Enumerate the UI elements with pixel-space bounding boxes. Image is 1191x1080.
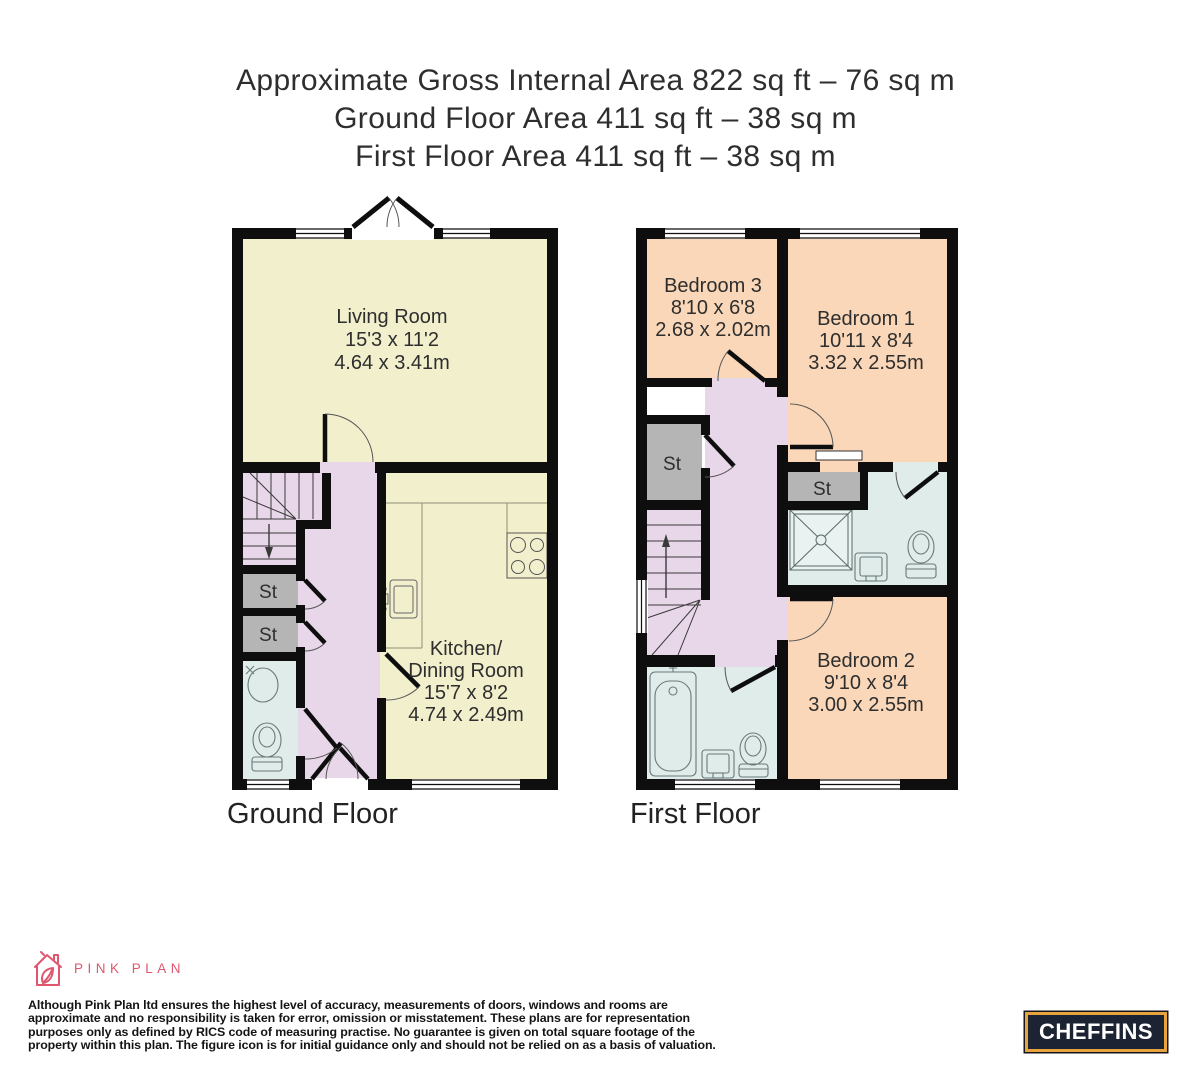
cheffins-logo-text: CHEFFINS xyxy=(1039,1019,1153,1044)
bedroom1-size-metric: 3.32 x 2.55m xyxy=(808,352,924,374)
first-floor-plan xyxy=(628,190,965,802)
ground-floor-plan xyxy=(225,190,570,802)
disclaimer-line-3: purposes only as defined by RICS code of measuring practise. No guarantee is given on total square footage of the xyxy=(28,1024,695,1039)
gf-storage2-label: St xyxy=(259,625,277,646)
bedroom3-size-metric: 2.68 x 2.02m xyxy=(655,319,771,341)
wc-area xyxy=(243,661,298,779)
kitchen-label-1: Kitchen/ xyxy=(429,638,503,660)
disclaimer-line-1: Although Pink Plan ltd ensures the highest level of accuracy, measurements of doors, windows and rooms are xyxy=(28,998,668,1012)
bedroom3-label: Bedroom 3 xyxy=(664,275,762,297)
shower-icon xyxy=(790,510,852,570)
living-room-size-metric: 4.64 x 3.41m xyxy=(334,352,450,374)
landing-area xyxy=(705,383,782,657)
bedroom2-size-imperial: 9'10 x 8'4 xyxy=(823,672,909,694)
title-line-1: Approximate Gross Internal Area 822 sq ft – 76 sq m xyxy=(235,64,956,97)
pink-plan-brand-name: PINK PLAN xyxy=(74,961,186,976)
gf-storage1-label: St xyxy=(259,582,277,603)
kitchen-size-metric: 4.74 x 2.49m xyxy=(408,704,524,726)
cheffins-logo xyxy=(1025,1012,1167,1052)
ground-floor-label: Ground Floor xyxy=(227,798,398,830)
living-room-label: Living Room xyxy=(336,306,448,328)
entrance-french-doors xyxy=(353,198,433,227)
page-title xyxy=(0,62,1191,176)
bedroom1-size-imperial: 10'11 x 8'4 xyxy=(818,330,914,352)
bedroom2-size-metric: 3.00 x 2.55m xyxy=(808,694,924,716)
disclaimer-line-2: approximate and no responsibility is taken for error, omission or misstatement. These plans are for representation xyxy=(28,1011,691,1026)
title-line-2: Ground Floor Area 411 sq ft – 38 sq m xyxy=(334,102,857,135)
kitchen-size-imperial: 15'7 x 8'2 xyxy=(423,682,509,704)
disclaimer-text xyxy=(28,999,716,1053)
bedroom2-label: Bedroom 2 xyxy=(817,650,915,672)
disclaimer-line-4: property within this plan. The figure icon is for initial guidance only and should not be relied on as a basis of valuation. xyxy=(28,1038,716,1053)
kitchen-area xyxy=(380,468,552,784)
ff-storage2-label: St xyxy=(813,479,831,500)
bedroom3-size-imperial: 8'10 x 6'8 xyxy=(670,297,756,319)
first-floor-label: First Floor xyxy=(630,798,761,830)
pink-plan-house-icon xyxy=(30,950,66,990)
living-room-area xyxy=(238,234,552,468)
title-line-3: First Floor Area 411 sq ft – 38 sq m xyxy=(355,140,836,173)
ff-storage1-label: St xyxy=(663,454,681,475)
ff-stairs-area xyxy=(644,505,705,657)
kitchen-label-2: Dining Room xyxy=(408,660,524,682)
bathroom-area xyxy=(644,662,780,783)
st2-hatch-leaf xyxy=(816,451,862,460)
bedroom1-label: Bedroom 1 xyxy=(817,308,915,330)
living-room-size-imperial: 15'3 x 11'2 xyxy=(344,329,440,351)
